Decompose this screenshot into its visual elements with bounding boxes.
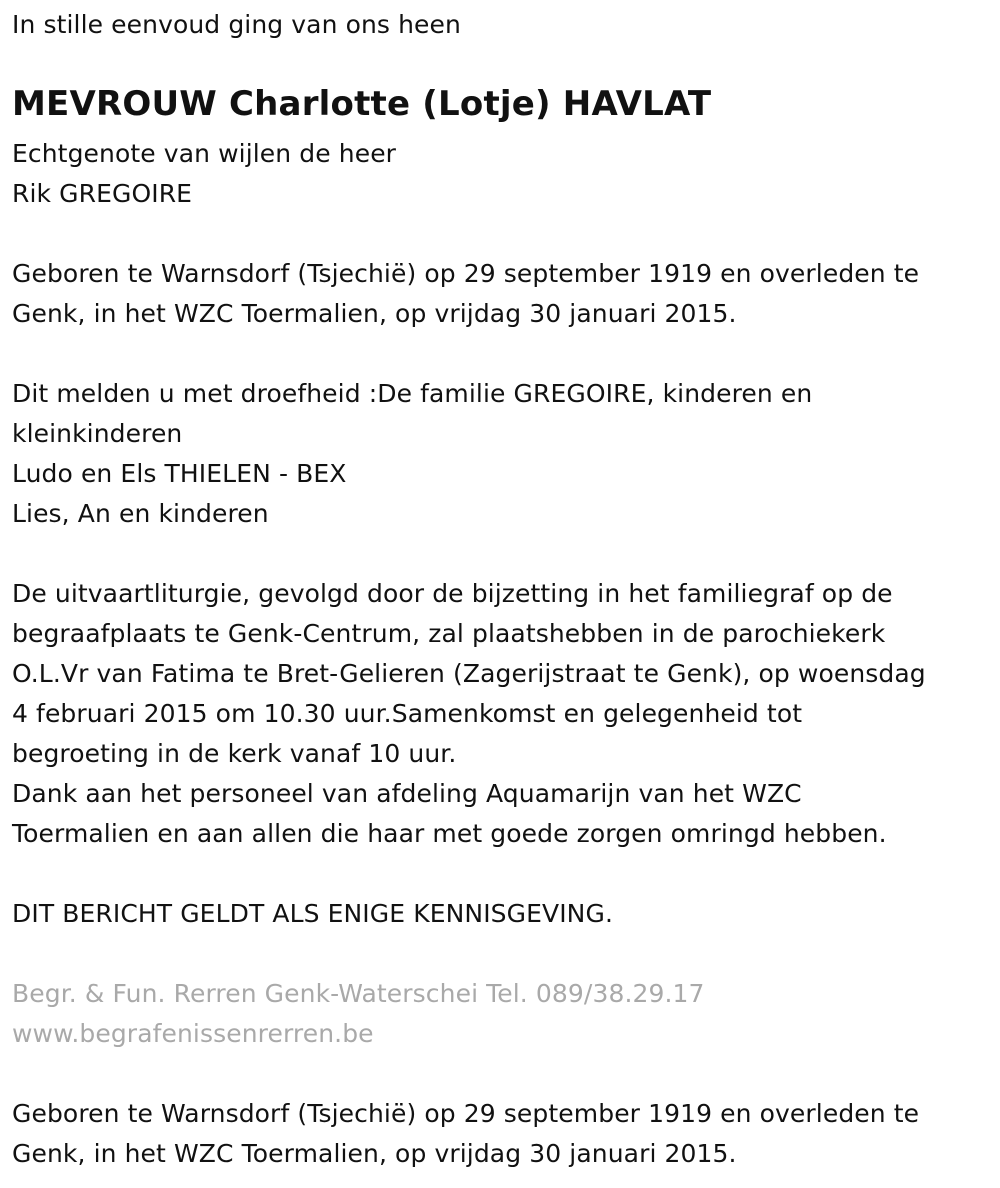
ceremony-line-5: begroeting in de kerk vanaf 10 uur. [12,739,457,768]
birth-death-line-2: Genk, in het WZC Toermalien, op vrijdag 30 januari 2015. [12,299,737,328]
funeral-home-website[interactable]: www.begrafenissenrerren.be [12,1019,374,1048]
family-line-1: Dit melden u met droefheid :De familie GREGOIRE, kinderen en [12,379,813,408]
spouse-line-1: Echtgenote van wijlen de heer [12,139,397,168]
thanks-line-1: Dank aan het personeel van afdeling Aquamarijn van het WZC [12,779,802,808]
ceremony-line-4: 4 februari 2015 om 10.30 uur.Samenkomst en gelegenheid tot [12,699,803,728]
birth-death-repeat-line-2: Genk, in het WZC Toermalien, op vrijdag 30 januari 2015. [12,1139,737,1168]
spouse-line-2: Rik GREGOIRE [12,179,193,208]
family-line-4: Lies, An en kinderen [12,499,269,528]
family-line-2: kleinkinderen [12,419,183,448]
deceased-name: MEVROUW Charlotte (Lotje) HAVLAT [12,84,712,124]
notice-text: DIT BERICHT GELDT ALS ENIGE KENNISGEVING. [12,899,613,928]
ceremony-line-2: begraafplaats te Genk-Centrum, zal plaatshebben in de parochiekerk [12,619,886,648]
thanks-line-2: Toermalien en aan allen die haar met goede zorgen omringd hebben. [12,819,887,848]
funeral-home-contact: Begr. & Fun. Rerren Genk-Waterschei Tel. 089/38.29.17 [12,979,705,1008]
family-line-3: Ludo en Els THIELEN - BEX [12,459,347,488]
ceremony-line-1: De uitvaartliturgie, gevolgd door de bijzetting in het familiegraf op de [12,579,893,608]
ceremony-line-3: O.L.Vr van Fatima te Bret-Gelieren (Zagerijstraat te Genk), op woensdag [12,659,926,688]
birth-death-line-1: Geboren te Warnsdorf (Tsjechië) op 29 september 1919 en overleden te [12,259,920,288]
intro-text: In stille eenvoud ging van ons heen [12,10,461,39]
birth-death-repeat-line-1: Geboren te Warnsdorf (Tsjechië) op 29 september 1919 en overleden te [12,1099,920,1128]
